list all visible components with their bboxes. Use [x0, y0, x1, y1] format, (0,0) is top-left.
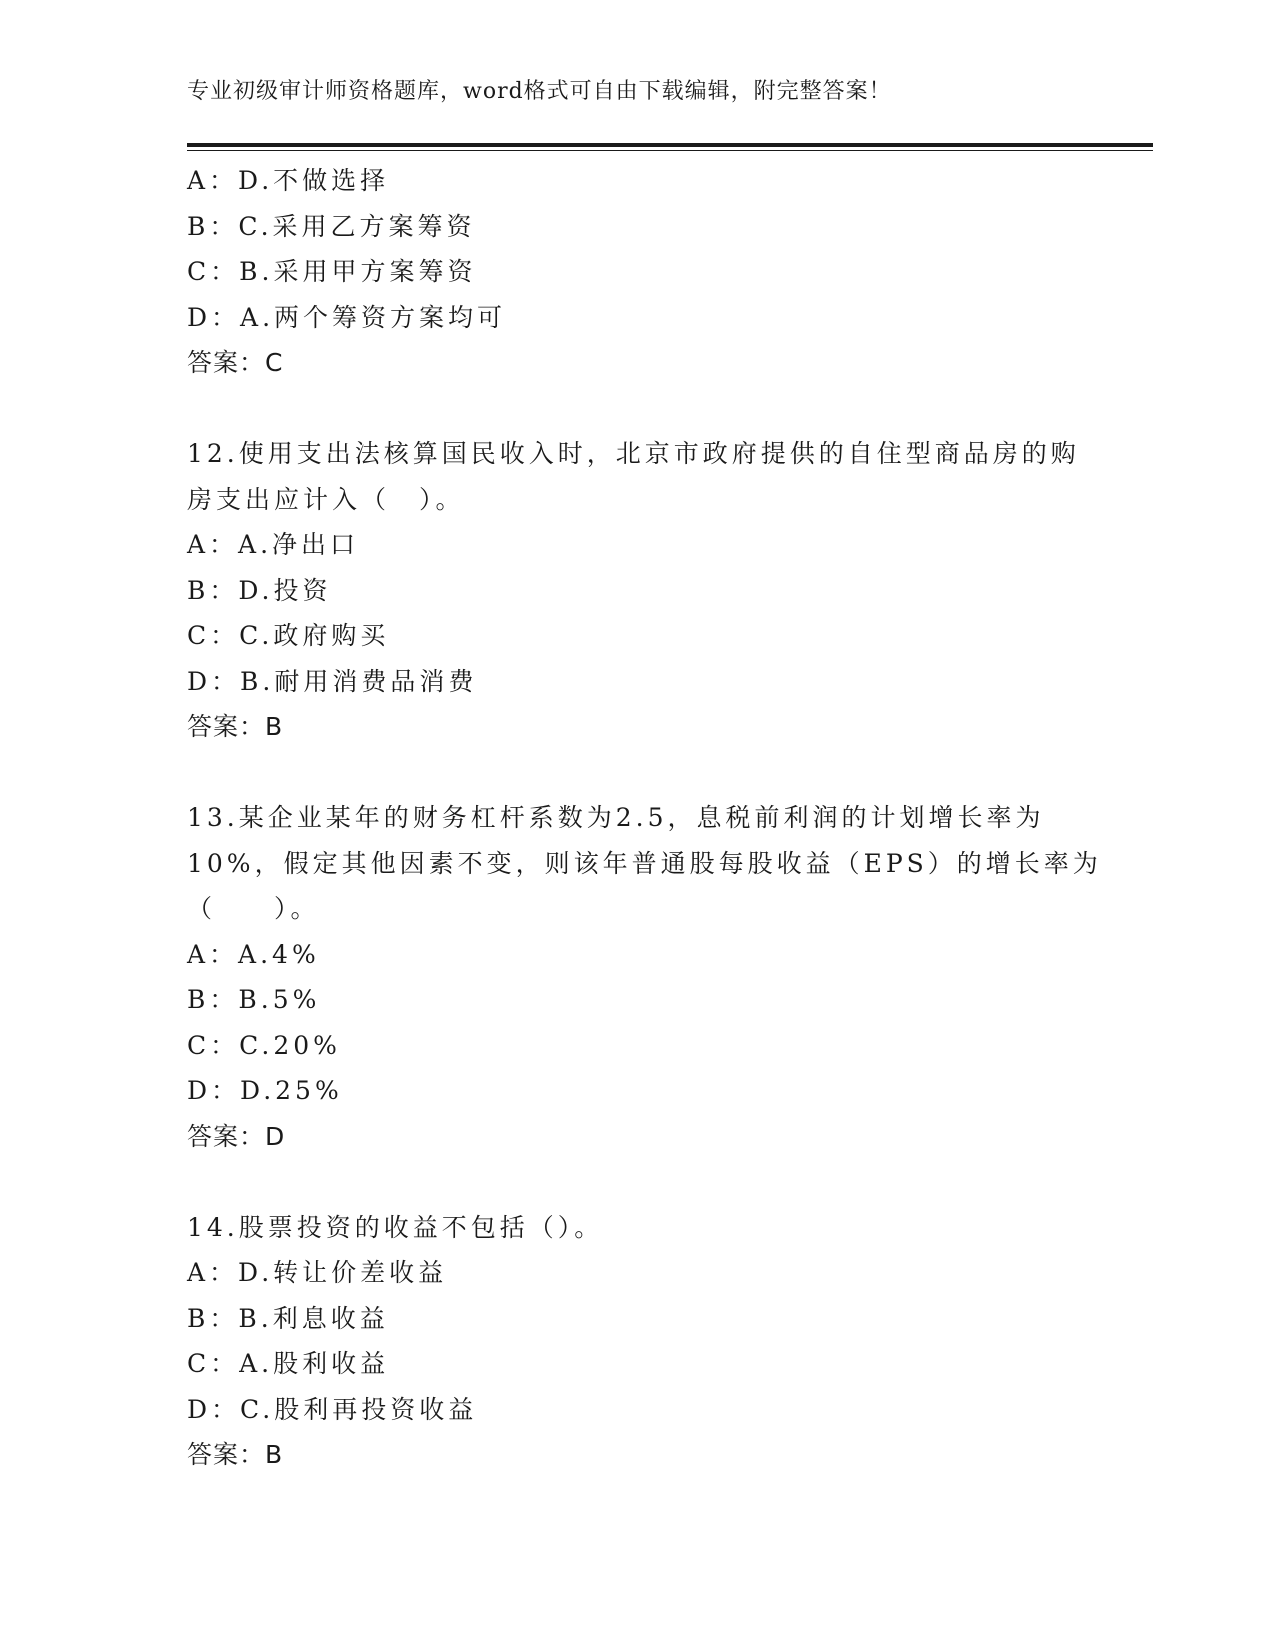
question-block	[187, 795, 1102, 1159]
option-a: A：A.4%	[187, 939, 320, 969]
option-b: B：D.投资	[187, 575, 332, 605]
option-c: C：B.采用甲方案筹资	[187, 257, 477, 286]
option-c: C：A.股利收益	[187, 1349, 390, 1378]
question-list	[187, 158, 1102, 1478]
question-stem-line: 10%，假定其他因素不变，则该年普通股每股收益（EPS）的增长率为	[187, 848, 1102, 878]
page-header: 专业初级审计师资格题库，word格式可自由下载编辑，附完整答案！	[187, 79, 892, 104]
answer-line: 答案：D	[187, 1121, 286, 1151]
question-block	[187, 158, 1087, 386]
option-b: B：B.利息收益	[187, 1303, 389, 1333]
option-a: A：A.净出口	[187, 530, 360, 559]
question-block	[187, 431, 1087, 750]
question-stem-line: 房支出应计入（ ）。	[187, 484, 465, 514]
question-stem-line: 14.股票投资的收益不包括（）。	[187, 1212, 604, 1242]
option-a: A：D.不做选择	[187, 166, 390, 195]
answer-line: 答案：B	[187, 1440, 284, 1469]
option-d: D：A.两个筹资方案均可	[187, 302, 507, 332]
header-rule-thick	[187, 143, 1153, 147]
option-a: A：D.转让价差收益	[187, 1258, 448, 1287]
option-b: B：C.采用乙方案筹资	[187, 211, 476, 241]
option-d: D：B.耐用消费品消费	[187, 666, 478, 696]
option-b: B：B.5%	[187, 985, 321, 1014]
option-c: C：C.政府购买	[187, 621, 390, 650]
question-block	[187, 1205, 1087, 1478]
option-d: D：D.25%	[187, 1076, 343, 1105]
answer-line: 答案：C	[187, 348, 284, 377]
option-d: D：C.股利再投资收益	[187, 1394, 478, 1424]
question-stem-line: 13.某企业某年的财务杠杆系数为2.5，息税前利润的计划增长率为	[187, 803, 1045, 832]
header-rule-thin	[187, 150, 1153, 151]
question-stem-line: 12.使用支出法核算国民收入时，北京市政府提供的自住型商品房的购	[187, 439, 1080, 468]
option-c: C：C.20%	[187, 1030, 341, 1060]
answer-line: 答案：B	[187, 712, 284, 741]
question-stem-line: （ ）。	[187, 894, 320, 923]
